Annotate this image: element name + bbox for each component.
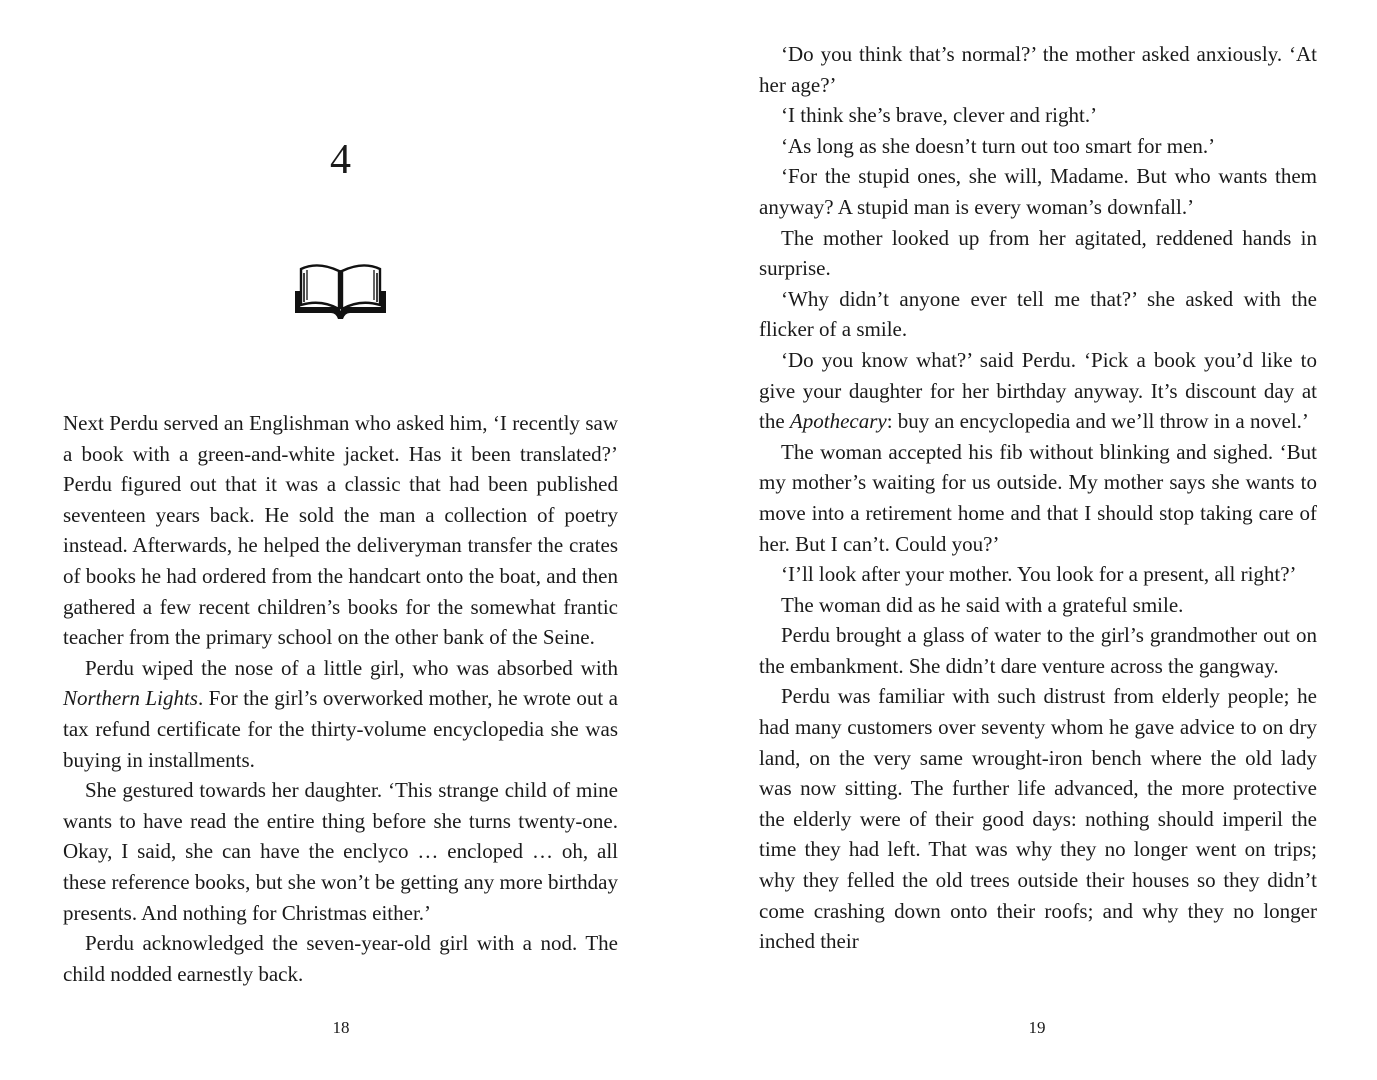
paragraph: The mother looked up from her agitated, reddened hands in surprise. [759,225,1317,281]
paragraph: ‘As long as she doesn’t turn out too smart for men.’ [781,133,1216,158]
paragraph: Perdu acknowledged the seven-year-old girl with a nod. The child nodded earnestly back. [63,931,618,986]
paragraph: ‘I think she’s brave, clever and right.’ [781,103,1098,128]
paragraph: ‘I’ll look after your mother. You look for a present, all right?’ [781,562,1297,587]
page-number: 18 [332,1018,350,1037]
chapter-number: 4 [330,137,351,183]
paragraph: ‘Do you think that’s normal?’ the mother asked anxiously. ‘At her age?’ [759,42,1317,97]
right-page [688,0,1377,1080]
shop-name: Apothecary [789,409,887,434]
paragraph: The woman accepted his fib without blinking and sighed. ‘But my mother’s waiting for us outside. My mother says she wants to move into a retirement home and that I should stop taking care of her. But I can’t. Could you?’ [759,439,1317,556]
paragraph: ‘For the stupid ones, she will, Madame. But who wants them anyway? A stupid man is every woman’s downfall.’ [759,164,1317,219]
paragraph: Next Perdu served an Englishman who asked him, ‘I recently saw a book with a green-and-white jacket. Has it been translated?’ Perdu figured out that it was a classic that had been published seventeen years back. He sold the man a collection of poetry instead. Afterwards, he helped the deliveryman transfer the crates of books he had ordered from the handcart onto the boat, and then gathered a few recent children’s books for the somewhat frantic teacher from the primary school on the other bank of the Seine. [63,411,618,650]
paragraph: Perdu was familiar with such distrust from elderly people; he had many customers over seventy whom he gave advice to on dry land, on the very same wrought-iron bench where the old lady was now sitting. The further life advanced, the more protective the elderly were of their good days: nothing should imperil the time they had left. That was why they no longer went on trips; why they felled the old trees outside their houses so they didn’t come crashing down onto their roofs; and why they no longer inched their [759,684,1317,954]
paragraph: She gestured towards her daughter. ‘This strange child of mine wants to have read the entire thing before she turns twenty-one. Okay, I said, she can have the enclyco … encloped … oh, all these reference books, but she won’t be getting any more birthday presents. And nothing for Christmas either.’ [63,778,618,925]
paragraph: Perdu brought a glass of water to the girl’s grandmother out on the embankment. She didn’t dare venture across the gangway. [759,623,1317,678]
book-title: Northern Lights [63,686,198,711]
left-page [0,0,688,1080]
paragraph: ‘Why didn’t anyone ever tell me that?’ she asked with the flicker of a smile. [759,286,1317,342]
right-body-text [759,39,1317,957]
left-body-text [63,408,618,989]
paragraph: ‘Do you know what?’ said Perdu. ‘Pick a book you’d like to give your daughter for her birthday anyway. It’s discount day at the Apothecary: buy an encyclopedia and we’ll throw in a novel.’ [759,347,1317,434]
paragraph: Perdu wiped the nose of a little girl, who was absorbed with Northern Lights. For the girl’s overworked mother, he wrote out a tax refund certificate for the thirty-volume encyclopedia she was buying in installments. [63,655,618,772]
open-book-icon [293,247,388,322]
paragraph: The woman did as he said with a grateful smile. [781,592,1184,617]
page-number: 19 [1028,1018,1046,1037]
